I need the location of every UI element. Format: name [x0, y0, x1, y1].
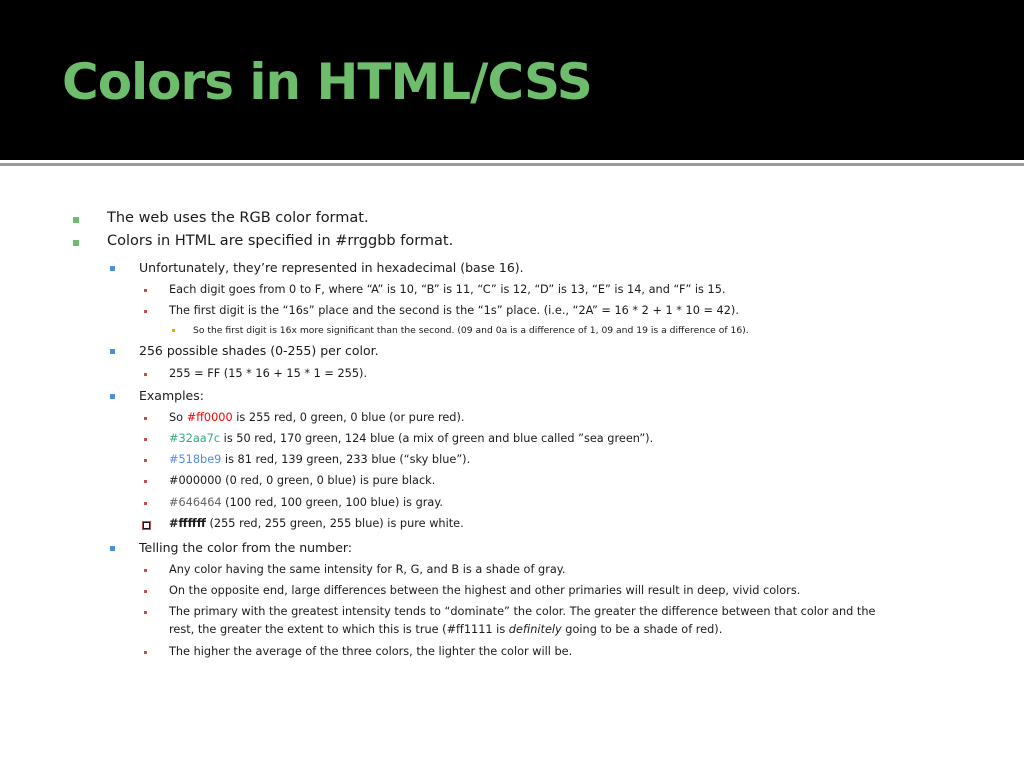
slide-title: Colors in HTML/CSS	[62, 53, 592, 111]
square-bullet-icon	[144, 438, 147, 441]
bullet-text: Colors in HTML are specified in #rrggbb format.	[107, 233, 454, 249]
example-description: is 81 red, 139 green, 233 blue (“sky blue”).	[221, 453, 471, 466]
example-description: is 50 red, 170 green, 124 blue (a mix of green and blue called ”sea green”).	[220, 432, 654, 445]
hex-code-sky-blue: #518be9	[169, 453, 222, 466]
hex-code-red: #ff0000	[186, 411, 233, 424]
bullet-text: On the opposite end, large differences between the highest and other primaries will result in deep, vivid colors.	[169, 584, 801, 597]
bullet-text	[169, 517, 464, 530]
bullet-text	[169, 623, 722, 636]
bullet-text: The web uses the RGB color format.	[107, 210, 369, 226]
square-bullet-icon	[110, 394, 115, 399]
text-segment: rest, the greater the extent to which this is true (#ff1111 is	[169, 623, 509, 636]
bullet-text	[169, 453, 470, 466]
square-bullet-icon	[110, 266, 115, 271]
square-bullet-icon	[110, 349, 115, 354]
text-segment: going to be a shade of red).	[561, 623, 723, 636]
hex-code-white: #ffffff	[169, 517, 206, 530]
bullet-text: Each digit goes from 0 to F, where “A” is 10, “B” is 11, “C” is 12, “D” is 13, “E” is 14, and “F” is 15.	[169, 283, 726, 296]
bullet-text	[169, 411, 464, 424]
bullet-text	[169, 432, 653, 445]
square-bullet-icon	[144, 502, 147, 505]
bullet-text: Examples:	[139, 388, 204, 403]
bullet-text: The primary with the greatest intensity tends to “dominate” the color. The greater the difference between that color and the	[169, 605, 876, 618]
hex-code-gray: #646464	[169, 496, 222, 509]
hex-code-sea-green: #32aa7c	[169, 432, 221, 445]
emphasized-text: definitely	[508, 623, 562, 636]
square-bullet-icon	[144, 569, 147, 572]
example-description: (100 red, 100 green, 100 blue) is gray.	[221, 496, 443, 509]
bullet-text: The higher the average of the three colors, the lighter the color will be.	[169, 645, 573, 658]
bullet-text: So the first digit is 16x more significant than the second. (09 and 0a is a difference of 1, 09 and 19 is a difference of 16).	[193, 325, 749, 336]
example-description: (255 red, 255 green, 255 blue) is pure white.	[205, 517, 464, 530]
bullet-text: Any color having the same intensity for R, G, and B is a shade of gray.	[169, 563, 566, 576]
bullet-text: #000000 (0 red, 0 green, 0 blue) is pure black.	[169, 474, 436, 487]
bullet-text: 256 possible shades (0-255) per color.	[139, 343, 379, 358]
square-bullet-icon	[144, 651, 147, 654]
square-bullet-icon	[144, 417, 147, 420]
square-bullet-icon	[73, 240, 79, 246]
bullet-text: 255 = FF (15 * 16 + 15 * 1 = 255).	[169, 367, 368, 380]
example-description: is 255 red, 0 green, 0 blue (or pure red).	[232, 411, 465, 424]
square-bullet-icon	[143, 522, 150, 529]
square-bullet-icon	[144, 459, 147, 462]
square-bullet-icon	[110, 546, 115, 551]
square-bullet-icon	[144, 480, 147, 483]
bullet-text: The first digit is the “16s” place and the second is the “1s” place. (i.e., “2A” = 16 * 2 + 1 * 10 = 42).	[169, 304, 739, 317]
square-bullet-icon	[73, 217, 79, 223]
square-bullet-icon	[144, 611, 147, 614]
square-bullet-icon	[144, 289, 147, 292]
bullet-text	[169, 496, 443, 509]
bullet-text: Unfortunately, they’re represented in hexadecimal (base 16).	[139, 260, 524, 275]
bullet-text: Telling the color from the number:	[139, 540, 353, 555]
square-bullet-icon	[172, 329, 175, 332]
square-bullet-icon	[144, 310, 147, 313]
square-bullet-icon	[144, 373, 147, 376]
example-prefix: So	[169, 411, 187, 424]
square-bullet-icon	[144, 590, 147, 593]
